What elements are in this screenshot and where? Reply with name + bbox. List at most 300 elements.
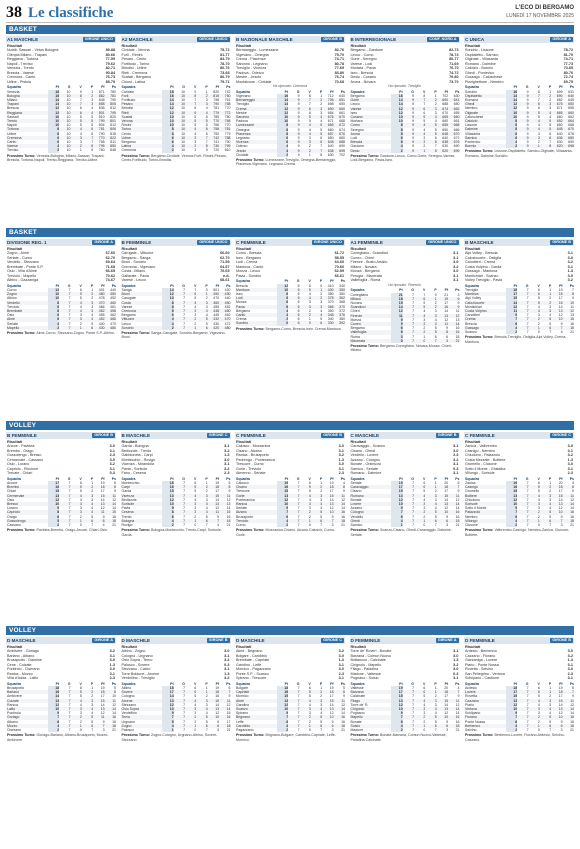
stat-g: 7 <box>288 699 299 703</box>
next-round-note <box>6 153 116 163</box>
stat-g: 7 <box>59 510 70 514</box>
league-title: C MASCHILE <box>350 433 380 438</box>
stat-pts: 6 <box>391 136 402 140</box>
stat-g: 7 <box>517 699 528 703</box>
result-match: Costa - Milano <box>121 269 146 273</box>
stat-v: 8 <box>71 94 82 98</box>
stat-pts: 6 <box>391 140 402 144</box>
stat-pf: 19 <box>215 481 220 485</box>
stat-pts: 12 <box>506 106 517 110</box>
stat-pts: 19 <box>391 686 402 690</box>
stat-pts: 17 <box>48 481 59 485</box>
results-label: Risultati <box>350 439 366 444</box>
stat-pf: 660 <box>327 127 334 132</box>
team-name: Capriolo <box>6 510 48 514</box>
stat-v: 5 <box>529 301 540 305</box>
stat-v: 5 <box>529 111 540 115</box>
stat-pf: 15 <box>551 699 562 703</box>
stat-pts: 10 <box>162 115 173 119</box>
stat-pf: 12 <box>329 711 334 716</box>
stat-v: 5 <box>537 296 540 301</box>
standings-column-header: V <box>79 283 82 288</box>
stat-pf: 4 <box>560 330 563 335</box>
result-row <box>6 471 116 476</box>
league-header <box>121 239 231 246</box>
league-column <box>350 432 460 624</box>
stat-g: 9 <box>517 136 528 140</box>
standings-table <box>121 284 231 331</box>
league-header <box>6 432 116 439</box>
next-round-label: Prossimo Turno: <box>7 153 36 158</box>
stat-p: 1 <box>434 481 437 485</box>
stat-ps: 11 <box>455 309 460 314</box>
stat-v: 6 <box>71 111 82 115</box>
stat-g: 7 <box>526 694 529 699</box>
result-score: 1-3 <box>567 658 573 662</box>
stat-p: 2 <box>196 94 207 98</box>
stat-pf: 10 <box>551 510 562 514</box>
stat-ps: 676 <box>448 140 459 144</box>
team-name: Seriate <box>350 481 362 485</box>
stat-pts: 15 <box>506 296 517 300</box>
team-name: Cisano <box>350 489 362 494</box>
result-match: Bottanuco - Calcinate <box>350 658 386 662</box>
stat-pf: 6 <box>446 334 449 339</box>
result-score: 66-60 <box>220 251 230 255</box>
result-match: Cividale - Verona <box>121 48 150 52</box>
stat-p: 4 <box>196 707 207 711</box>
stat-v: 4 <box>414 132 425 136</box>
result-match: Rovetta - Selvino <box>465 667 494 671</box>
team-name: Cremona <box>121 148 136 153</box>
standings-column-header: V <box>537 283 540 288</box>
stat-pts: 8 <box>162 510 173 514</box>
standings-table <box>6 85 116 153</box>
stat-v: 2 <box>537 719 540 724</box>
stat-pf: 19 <box>100 686 105 690</box>
stat-ps: 18 <box>334 724 345 728</box>
team-name: Cremona <box>121 309 163 313</box>
stat-pts: 19 <box>391 481 402 485</box>
stat-p: 4 <box>91 106 94 111</box>
result-match: Arcore - Pavidea <box>7 444 35 448</box>
team-name: Scanzo <box>465 330 477 335</box>
stat-pts: 9 <box>391 506 402 510</box>
stat-pf: 17 <box>100 489 105 494</box>
result-match: Albino - Zogno <box>121 649 146 653</box>
stat-pts: 12 <box>277 703 288 707</box>
stat-g: 9 <box>288 132 299 136</box>
team-name: Sarnico <box>464 136 506 140</box>
standings-column-header: Ps <box>111 476 116 481</box>
standings-column-header: P <box>90 476 94 481</box>
standings-column-header: G <box>67 681 71 686</box>
stat-p: 3 <box>91 304 94 309</box>
stat-pf: 12 <box>215 711 220 716</box>
stat-ps: 810 <box>224 148 231 153</box>
result-score: 82-76 <box>334 48 344 52</box>
stat-pf: 11 <box>208 510 219 514</box>
section-bar: BASKET <box>6 25 574 34</box>
stat-pts: 15 <box>391 694 402 698</box>
stat-pf: 676 <box>322 115 333 119</box>
standings-column-header: Pf <box>330 279 334 283</box>
stat-pts: 6 <box>48 140 59 144</box>
team-name: Arcore <box>7 481 18 485</box>
standings-column-header: Pf <box>330 681 334 686</box>
standings-column-header: Pf <box>215 85 220 89</box>
stat-g: 7 <box>288 707 299 711</box>
stat-g: 7 <box>59 519 70 523</box>
stat-v: 5 <box>79 123 82 128</box>
stat-pf: 21 <box>444 292 449 297</box>
stat-pts: 8 <box>48 305 59 309</box>
team-name: Ciserano <box>7 728 22 733</box>
next-round-note <box>235 157 345 167</box>
stat-pf: 366 <box>322 305 333 309</box>
result-match: Chignolo - Mapello <box>350 662 382 667</box>
group-badge: GIRONE B <box>552 638 571 642</box>
results-label: Risultati <box>350 644 366 649</box>
stat-p: 1 <box>205 89 208 94</box>
stat-ps: 668 <box>448 123 459 127</box>
stat-pf: 10 <box>437 715 448 719</box>
team-name: Rovigo <box>121 523 133 528</box>
standings-column-header: Pt <box>399 476 403 481</box>
stat-g: 7 <box>183 288 186 292</box>
stat-pf: 815 <box>208 94 219 98</box>
stat-v: 2 <box>308 514 311 519</box>
stat-ps: 440 <box>224 296 231 301</box>
group-badge: GIRONE UNICO <box>199 240 228 244</box>
team-name: Verona <box>121 119 163 123</box>
next-round-note <box>350 527 460 537</box>
team-name: Mantova <box>464 292 506 296</box>
stat-p: 2 <box>91 694 94 699</box>
stat-g: 7 <box>297 523 300 528</box>
stat-g: 7 <box>517 494 528 498</box>
team-name: Mapello <box>6 326 48 330</box>
stat-ps: 16 <box>112 514 116 519</box>
stat-pts: 10 <box>162 119 173 123</box>
stat-pf: 636 <box>551 136 562 140</box>
team-name: Sanga <box>121 288 132 292</box>
team-name: Osio <box>7 313 15 318</box>
result-score: 1-3 <box>109 662 115 667</box>
team-name: Cantù <box>7 139 17 144</box>
team-name: Gussago <box>464 326 506 330</box>
stat-ps: 11 <box>219 494 230 498</box>
team-name: Montichiari <box>465 304 482 309</box>
team-name: Cremona <box>6 136 48 140</box>
standings-column-header: Ps <box>569 283 574 288</box>
stat-ps: 440 <box>110 288 116 292</box>
result-match: Como - Brescia <box>236 251 262 255</box>
stat-pf: 13 <box>437 314 448 318</box>
result-score: 71-59 <box>220 260 230 264</box>
stat-p: 3 <box>205 304 208 309</box>
stat-g: 7 <box>297 728 300 733</box>
stat-p: 6 <box>311 519 322 523</box>
result-match: Gazzaniga - Lovere <box>465 658 498 662</box>
result-score: 3-1 <box>453 278 459 282</box>
stat-pts: 12 <box>506 498 517 502</box>
stat-ps: 674 <box>339 127 345 132</box>
stat-p: 2 <box>549 296 552 301</box>
stat-v: 1 <box>71 724 82 728</box>
stat-pf: 7 <box>551 519 562 523</box>
group-badge: GIRONE UNICO <box>199 37 228 41</box>
stat-p: 5 <box>425 330 436 334</box>
stat-g: 7 <box>68 296 71 301</box>
stat-pf: 12 <box>558 313 563 318</box>
stat-g: 7 <box>174 317 185 321</box>
stat-pts: 12 <box>48 106 59 110</box>
stat-v: 0 <box>300 321 311 325</box>
stat-v: 4 <box>423 497 426 502</box>
team-name: Vallefoglia <box>350 330 392 334</box>
stat-g: 7 <box>297 481 300 485</box>
stat-g: 7 <box>288 485 299 489</box>
stat-g: 7 <box>68 321 71 326</box>
stat-p: 4 <box>320 119 323 124</box>
stat-ps: 640 <box>339 94 345 98</box>
stat-pf: 690 <box>437 98 448 102</box>
team-name: Bormio <box>464 144 506 148</box>
stat-ps: 812 <box>110 106 116 111</box>
stat-g: 7 <box>403 715 414 719</box>
stat-ps: 11 <box>448 699 459 703</box>
stat-pf: 10 <box>322 510 333 514</box>
stat-ps: 21 <box>341 523 345 528</box>
stat-v: 3 <box>71 317 82 321</box>
league-column <box>6 239 116 431</box>
result-match: Montecchio - Rovigo <box>121 457 156 462</box>
stat-pf: 17 <box>444 489 449 494</box>
stat-pts: 15 <box>506 489 517 493</box>
stat-pts: 0 <box>391 339 402 343</box>
stat-pf: 836 <box>98 106 105 111</box>
stat-v: 0 <box>537 330 540 335</box>
result-match: Rieti - Cremona <box>121 70 148 75</box>
stat-pf: 9 <box>560 719 563 724</box>
stat-ps: 14 <box>112 506 116 511</box>
team-name: Valtesse <box>350 686 364 690</box>
team-name: Padova <box>236 119 248 124</box>
team-name: Romano <box>350 494 392 498</box>
standings-column-header: Ps <box>455 681 460 686</box>
stat-g: 9 <box>297 144 300 149</box>
stat-v: 4 <box>537 702 540 707</box>
stat-p: 6 <box>540 724 551 728</box>
stat-g: 7 <box>174 502 185 506</box>
standings-column-header: P <box>90 283 94 288</box>
stat-v: 5 <box>71 485 82 489</box>
stat-g: 9 <box>288 140 299 144</box>
stat-pts: 14 <box>391 305 402 309</box>
stat-g: 10 <box>59 119 70 123</box>
stat-ps: 641 <box>448 98 459 102</box>
standings-column-header: Pt <box>399 89 403 94</box>
standings-column-header: Ps <box>569 85 574 89</box>
stat-v: 2 <box>300 313 311 317</box>
stat-v: 2 <box>300 510 311 514</box>
stat-pf: 15 <box>437 494 448 498</box>
stat-v: 2 <box>71 144 82 148</box>
standings-column-header: P <box>205 681 208 686</box>
stat-p: 2 <box>311 485 322 489</box>
result-score: 3-0 <box>453 260 459 264</box>
stat-v: 6 <box>537 288 540 292</box>
result-score: 3-0 <box>338 444 344 448</box>
next-round-fixtures: Sanga-Carugate, Sondrio-Bergamo, Vigevano-Broni. <box>121 331 226 340</box>
stat-pf: 348 <box>322 313 333 317</box>
stat-p: 6 <box>425 724 436 728</box>
stat-pf: 455 <box>98 313 105 318</box>
result-match: Forlì - Rimini <box>121 52 143 57</box>
result-score: 70-66 <box>334 264 344 269</box>
team-name: Cuneo <box>350 322 392 326</box>
stat-pf: 3 <box>446 728 449 733</box>
stat-g: 7 <box>526 330 529 335</box>
stat-pf: 11 <box>93 510 104 514</box>
stat-g: 10 <box>181 131 186 136</box>
stat-ps: 21 <box>112 728 116 733</box>
stat-v: 5 <box>537 694 540 699</box>
team-name: Iseo <box>236 291 243 296</box>
stat-pf: 620 <box>437 149 448 153</box>
team-name: Cividale <box>121 89 134 94</box>
stat-pts: 8 <box>48 301 59 305</box>
team-name: Treviolo <box>7 304 20 309</box>
result-match: Costa Volpino - Garda <box>465 264 502 269</box>
stat-v: 4 <box>423 127 426 132</box>
result-score: 3-0 <box>567 255 573 260</box>
stat-pf: 6 <box>551 724 562 728</box>
stat-v: 2 <box>79 321 82 326</box>
team-name: Bergamo <box>121 313 136 318</box>
standings-column-header: Squadra <box>7 85 22 89</box>
stat-pts: 13 <box>162 699 173 703</box>
result-score: 2-3 <box>338 471 344 475</box>
stat-ps: 10 <box>563 301 574 305</box>
stat-pts: 9 <box>48 711 59 715</box>
stat-pts: 6 <box>391 326 402 330</box>
stat-pf: 15 <box>93 494 104 498</box>
stat-v: 4 <box>414 494 425 498</box>
stat-ps: 780 <box>224 114 231 119</box>
stat-v: 3 <box>71 136 82 140</box>
standings-column-header: Squadra <box>350 476 365 481</box>
next-round-fixtures: Lumezzane-Treviglio, Omegna-Bernareggio, Piacenza-Vigevano, Legnano-Crema. <box>236 158 337 167</box>
stat-ps: 848 <box>110 148 116 153</box>
result-match: Seriate - Curno <box>7 255 33 260</box>
result-match: Sondrio - Lissone <box>465 48 494 52</box>
result-score: 3-0 <box>338 462 344 466</box>
stat-v: 4 <box>300 132 311 136</box>
result-match: Mortara - Pavia <box>350 66 376 70</box>
league-column <box>121 239 231 431</box>
stat-ps: 18 <box>334 519 345 523</box>
stat-pts: 13 <box>277 699 288 703</box>
stat-pts: 14 <box>277 98 288 102</box>
standings-column-header: G <box>411 288 415 292</box>
stat-g: 7 <box>297 489 300 494</box>
stat-p: 4 <box>320 711 323 716</box>
stat-ps: 16 <box>455 514 460 519</box>
stat-ps: 14 <box>341 711 345 716</box>
stat-g: 10 <box>174 119 185 123</box>
stat-pf: 12 <box>444 317 449 322</box>
standings-column-header: G <box>296 279 300 283</box>
stat-ps: 350 <box>334 288 345 292</box>
stat-pts: 8 <box>277 132 288 136</box>
stat-g: 7 <box>183 506 186 511</box>
stat-g: 7 <box>59 301 70 305</box>
stat-ps: 818 <box>110 131 116 136</box>
stat-ps: 18 <box>105 519 116 523</box>
standings-column-header: Pt <box>55 283 60 288</box>
stat-v: 4 <box>300 699 311 703</box>
team-name: Udine <box>7 131 17 136</box>
result-match: Alpi Volley - Brescia <box>465 251 498 255</box>
result-match: Napoli - Treviso <box>7 61 33 66</box>
stat-pts: 18 <box>506 686 517 690</box>
stat-ps: 14 <box>105 502 116 506</box>
stat-v: 4 <box>537 123 540 128</box>
results-label: Risultati <box>465 644 481 649</box>
bye-note: Ha riposato: Pinerolo <box>388 282 421 287</box>
team-name: Azzano <box>350 506 363 511</box>
result-match: Stezzano - Calcio <box>121 667 151 671</box>
stat-pf: 3 <box>437 339 448 343</box>
stat-pts: 6 <box>277 300 288 304</box>
stat-v: 5 <box>185 485 196 489</box>
stat-pf: 10 <box>437 510 448 514</box>
stat-v: 5 <box>71 119 82 123</box>
stat-ps: 698 <box>563 144 574 148</box>
stat-ps: 8 <box>334 485 345 489</box>
result-score: 1-3 <box>567 269 573 273</box>
league-header <box>235 637 345 644</box>
stat-v: 4 <box>414 314 425 318</box>
group-badge: GIRONE B <box>323 433 342 437</box>
next-round-note <box>121 732 231 742</box>
stat-p: 4 <box>540 111 551 115</box>
stat-v: 5 <box>194 123 197 128</box>
stat-v: 3 <box>308 136 311 141</box>
stat-v: 6 <box>308 283 311 288</box>
stat-ps: 630 <box>453 94 460 98</box>
stat-ps: 11 <box>563 699 574 703</box>
stat-p: 1 <box>540 690 551 694</box>
stat-pts: 9 <box>391 318 402 322</box>
stat-ps: 770 <box>224 123 231 128</box>
result-score: 3-1 <box>338 676 344 680</box>
stat-g: 7 <box>59 309 70 313</box>
standings-column-header: Pf <box>101 85 105 89</box>
stat-ps: 799 <box>219 144 230 148</box>
team-name: Madone <box>350 728 364 733</box>
standings-table <box>464 284 574 335</box>
result-row <box>464 80 574 85</box>
stat-g: 10 <box>174 102 185 106</box>
result-match: Olimpia Milano - Trapani <box>7 52 47 57</box>
stat-ps: 14 <box>563 502 574 506</box>
stat-pf: 12 <box>329 506 334 511</box>
stat-pf: 12 <box>100 506 105 511</box>
result-score: 66-61 <box>334 273 344 278</box>
